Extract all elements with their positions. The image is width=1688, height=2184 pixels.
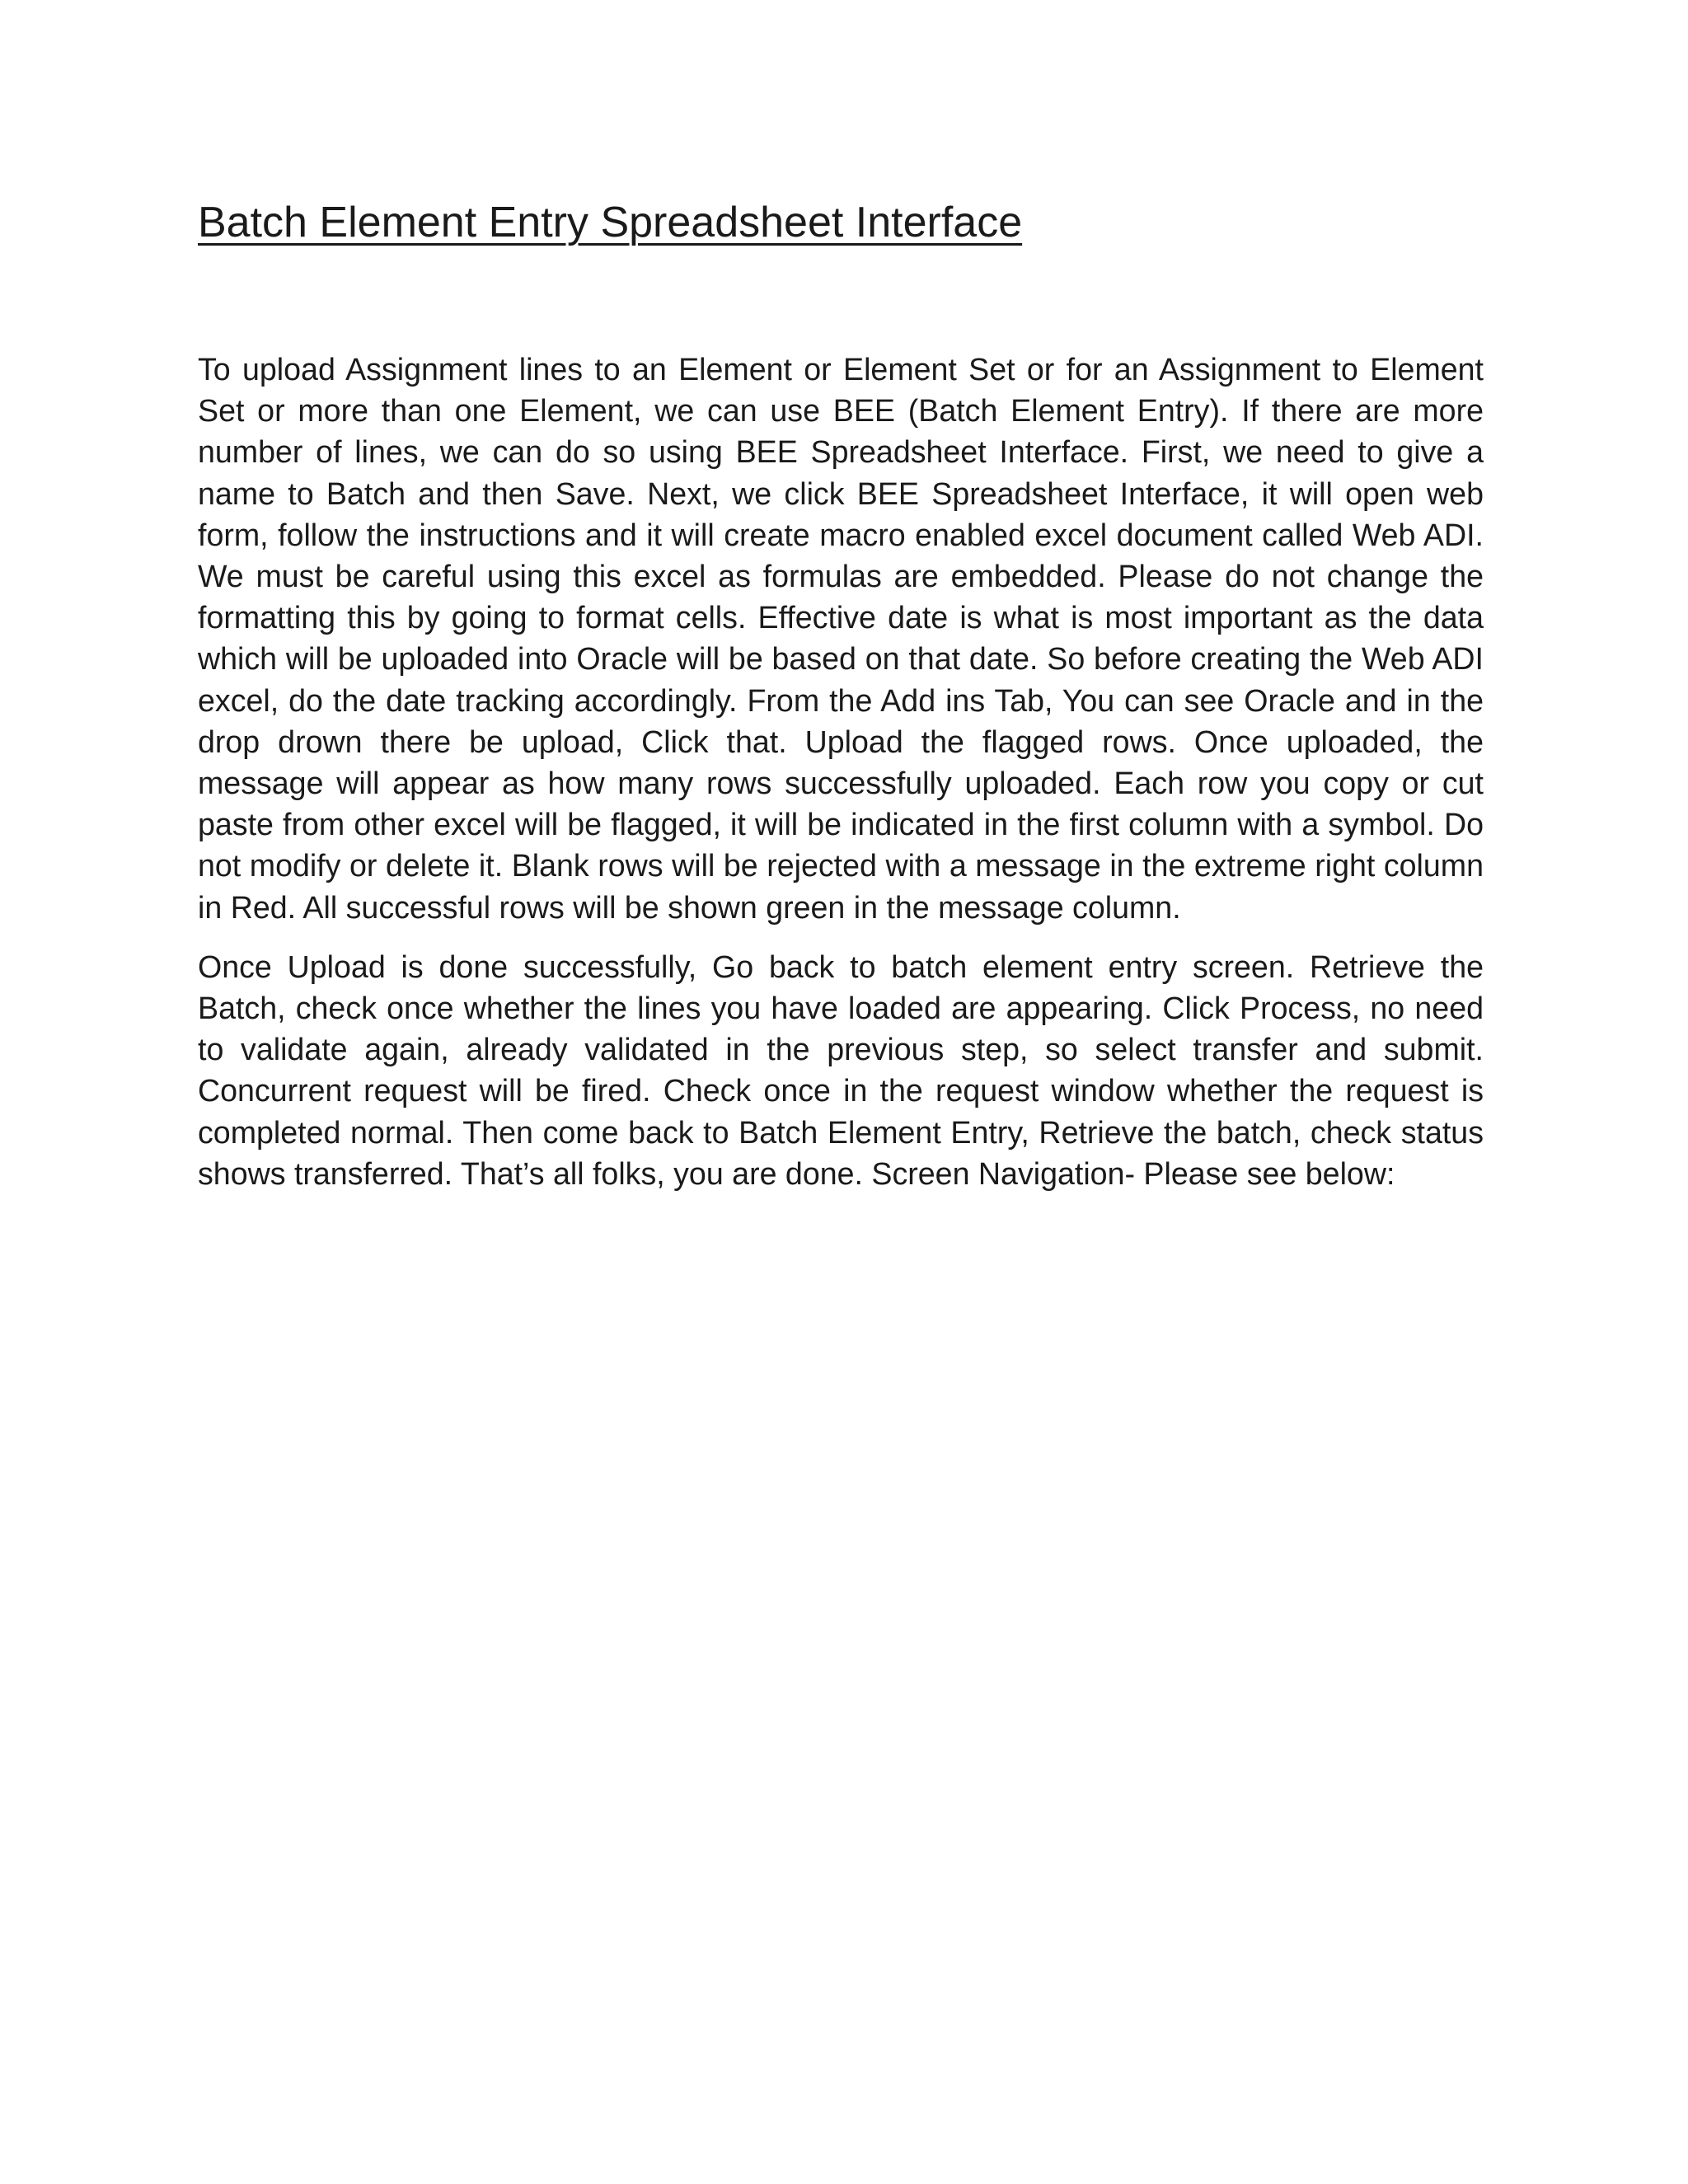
paragraph-upload-instructions: To upload Assignment lines to an Element or Element Set or for an Assignment to Element Set or more than one Element, we can use BEE (Batch Element Entry). If there are more number of lines, we can do so using BEE Spreadsheet Interface. First, we need to give a name to Batch and then Save. Next, we click BEE Spreadsheet Interface, it will open web form, follow the instructions and it will create macro enabled excel document called Web ADI. We must be careful using this excel as formulas are embedded. Please do not change the formatting this by going to format cells. Effective date is what is most important as the data which will be uploaded into Oracle will be based on that date. So before creating the Web ADI excel, do the date tracking accordingly. From the Add ins Tab, You can see Oracle and in the drop drown there be upload, Click that. Upload the flagged rows. Once uploaded, the message will appear as how many rows successfully uploaded. Each row you copy or cut paste from other excel will be flagged, it will be indicated in the first column with a symbol. Do not modify or delete it. Blank rows will be rejected with a message in the extreme right column in Red. All successful rows will be shown green in the message column. (198, 352, 1484, 925)
document-title: Batch Element Entry Spreadsheet Interface (198, 199, 1023, 246)
paragraph-post-upload-steps: Once Upload is done successfully, Go back to batch element entry screen. Retrieve the Batch, check once whether the lines you have loaded are appearing. Click Process, no need to validate again, already validated in the previous step, so select transfer and submit. Concurrent request will be fired. Check once in the request window whether the request is completed normal. Then come back to Batch Element Entry, Retrieve the batch, check status shows transferred. That’s all folks, you are done. Screen Navigation- Please see below: (198, 949, 1484, 1191)
document-body (198, 194, 1484, 1194)
